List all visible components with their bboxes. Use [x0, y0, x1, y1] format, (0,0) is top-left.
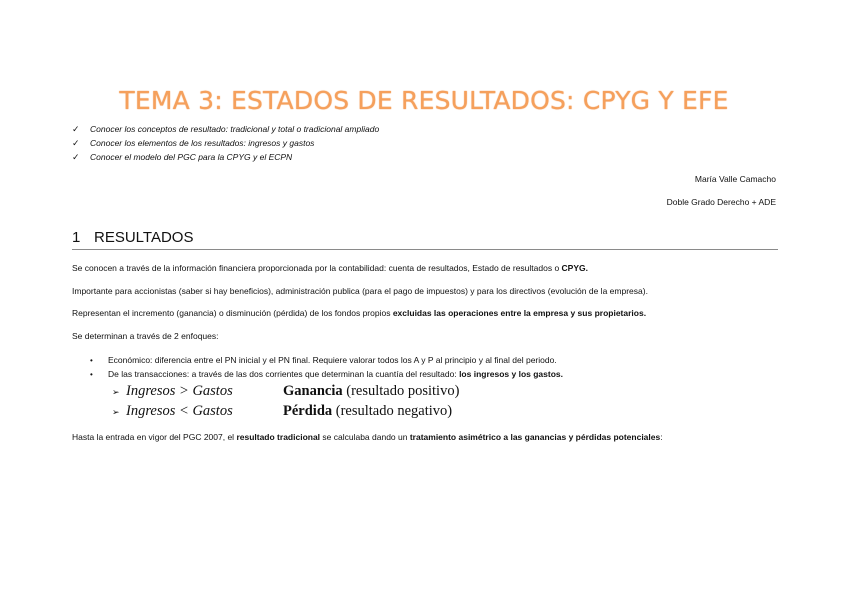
bullet-item — [90, 353, 563, 367]
objective-text: Conocer el modelo del PGC para la CPYG y el ECPN — [90, 152, 293, 162]
formula-loss — [112, 403, 452, 420]
objectives-list — [72, 122, 379, 164]
formula-condition: Ingresos < Gastos — [126, 403, 233, 419]
bullet-item — [90, 367, 563, 381]
paragraph-bold: excluidas las operaciones entre la empresa y sus propietarios. — [392, 308, 647, 318]
objective-item — [72, 136, 379, 150]
paragraph-definition — [72, 308, 646, 318]
paragraph-importance — [72, 286, 648, 296]
paragraph-bold: tratamiento asimétrico a las ganancias y pérdidas potenciales — [409, 432, 661, 442]
formula-condition: Ingresos > Gastos — [126, 383, 233, 399]
formula-result: Pérdida — [283, 403, 333, 419]
formula-note: (resultado positivo) — [346, 383, 460, 399]
bullet-text: De las transacciones: a través de las dos corrientes que determinan la cuantía del resultado: — [108, 369, 460, 379]
page-title: TEMA 3: ESTADOS DE RESULTADOS: CPYG Y EFE — [119, 86, 729, 115]
objective-item — [72, 150, 379, 164]
degree-name: Doble Grado Derecho + ADE — [666, 197, 776, 207]
paragraph-text: Importante para accionistas (saber si hay beneficios), administración publica (para el pago de impuestos) y para los directivos (evolución de la empresa). — [72, 286, 648, 296]
arrow-bullet-icon: ➢ — [112, 408, 120, 418]
bullet-icon: • — [90, 356, 93, 365]
objective-text: Conocer los elementos de los resultados: ingresos y gastos — [90, 138, 315, 148]
paragraph-text: se calculaba dando un — [320, 432, 410, 442]
formula-result: Ganancia — [283, 383, 343, 399]
paragraph-text: Hasta la entrada en vigor del PGC 2007, el — [72, 432, 237, 442]
paragraph-bold: CPYG. — [561, 263, 588, 273]
objective-item — [72, 122, 379, 136]
approaches-list — [90, 353, 563, 381]
section-heading — [72, 229, 778, 250]
paragraph-text: Se conocen a través de la información financiera proporcionada por la contabilidad: cuenta de resultados, Estado de resultados o — [72, 263, 562, 273]
bullet-bold: los ingresos y los gastos. — [459, 369, 563, 379]
formula-gain — [112, 383, 459, 400]
checkmark-icon: ✓ — [72, 124, 80, 134]
paragraph-sources — [72, 263, 588, 273]
arrow-bullet-icon: ➢ — [112, 388, 120, 398]
paragraph-traditional-result — [72, 432, 663, 442]
checkmark-icon: ✓ — [72, 138, 80, 148]
bullet-icon: • — [90, 370, 93, 379]
objective-text: Conocer los conceptos de resultado: tradicional y total o tradicional ampliado — [90, 124, 380, 134]
section-title: RESULTADOS — [94, 229, 194, 246]
paragraph-approaches — [72, 331, 218, 341]
paragraph-bold: resultado tradicional — [236, 432, 321, 442]
paragraph-text: Se determinan a través de 2 enfoques: — [72, 331, 219, 341]
formula-note: (resultado negativo) — [335, 403, 453, 419]
author-name: María Valle Camacho — [694, 174, 776, 184]
paragraph-text: Representan el incremento (ganancia) o disminución (pérdida) de los fondos propios — [72, 308, 393, 318]
bullet-text: Económico: diferencia entre el PN inicial y el PN final. Requiere valorar todos los A y P al principio y al final del periodo. — [108, 355, 557, 365]
checkmark-icon: ✓ — [72, 152, 80, 162]
section-number: 1 — [72, 229, 81, 246]
paragraph-text: : — [660, 432, 663, 442]
